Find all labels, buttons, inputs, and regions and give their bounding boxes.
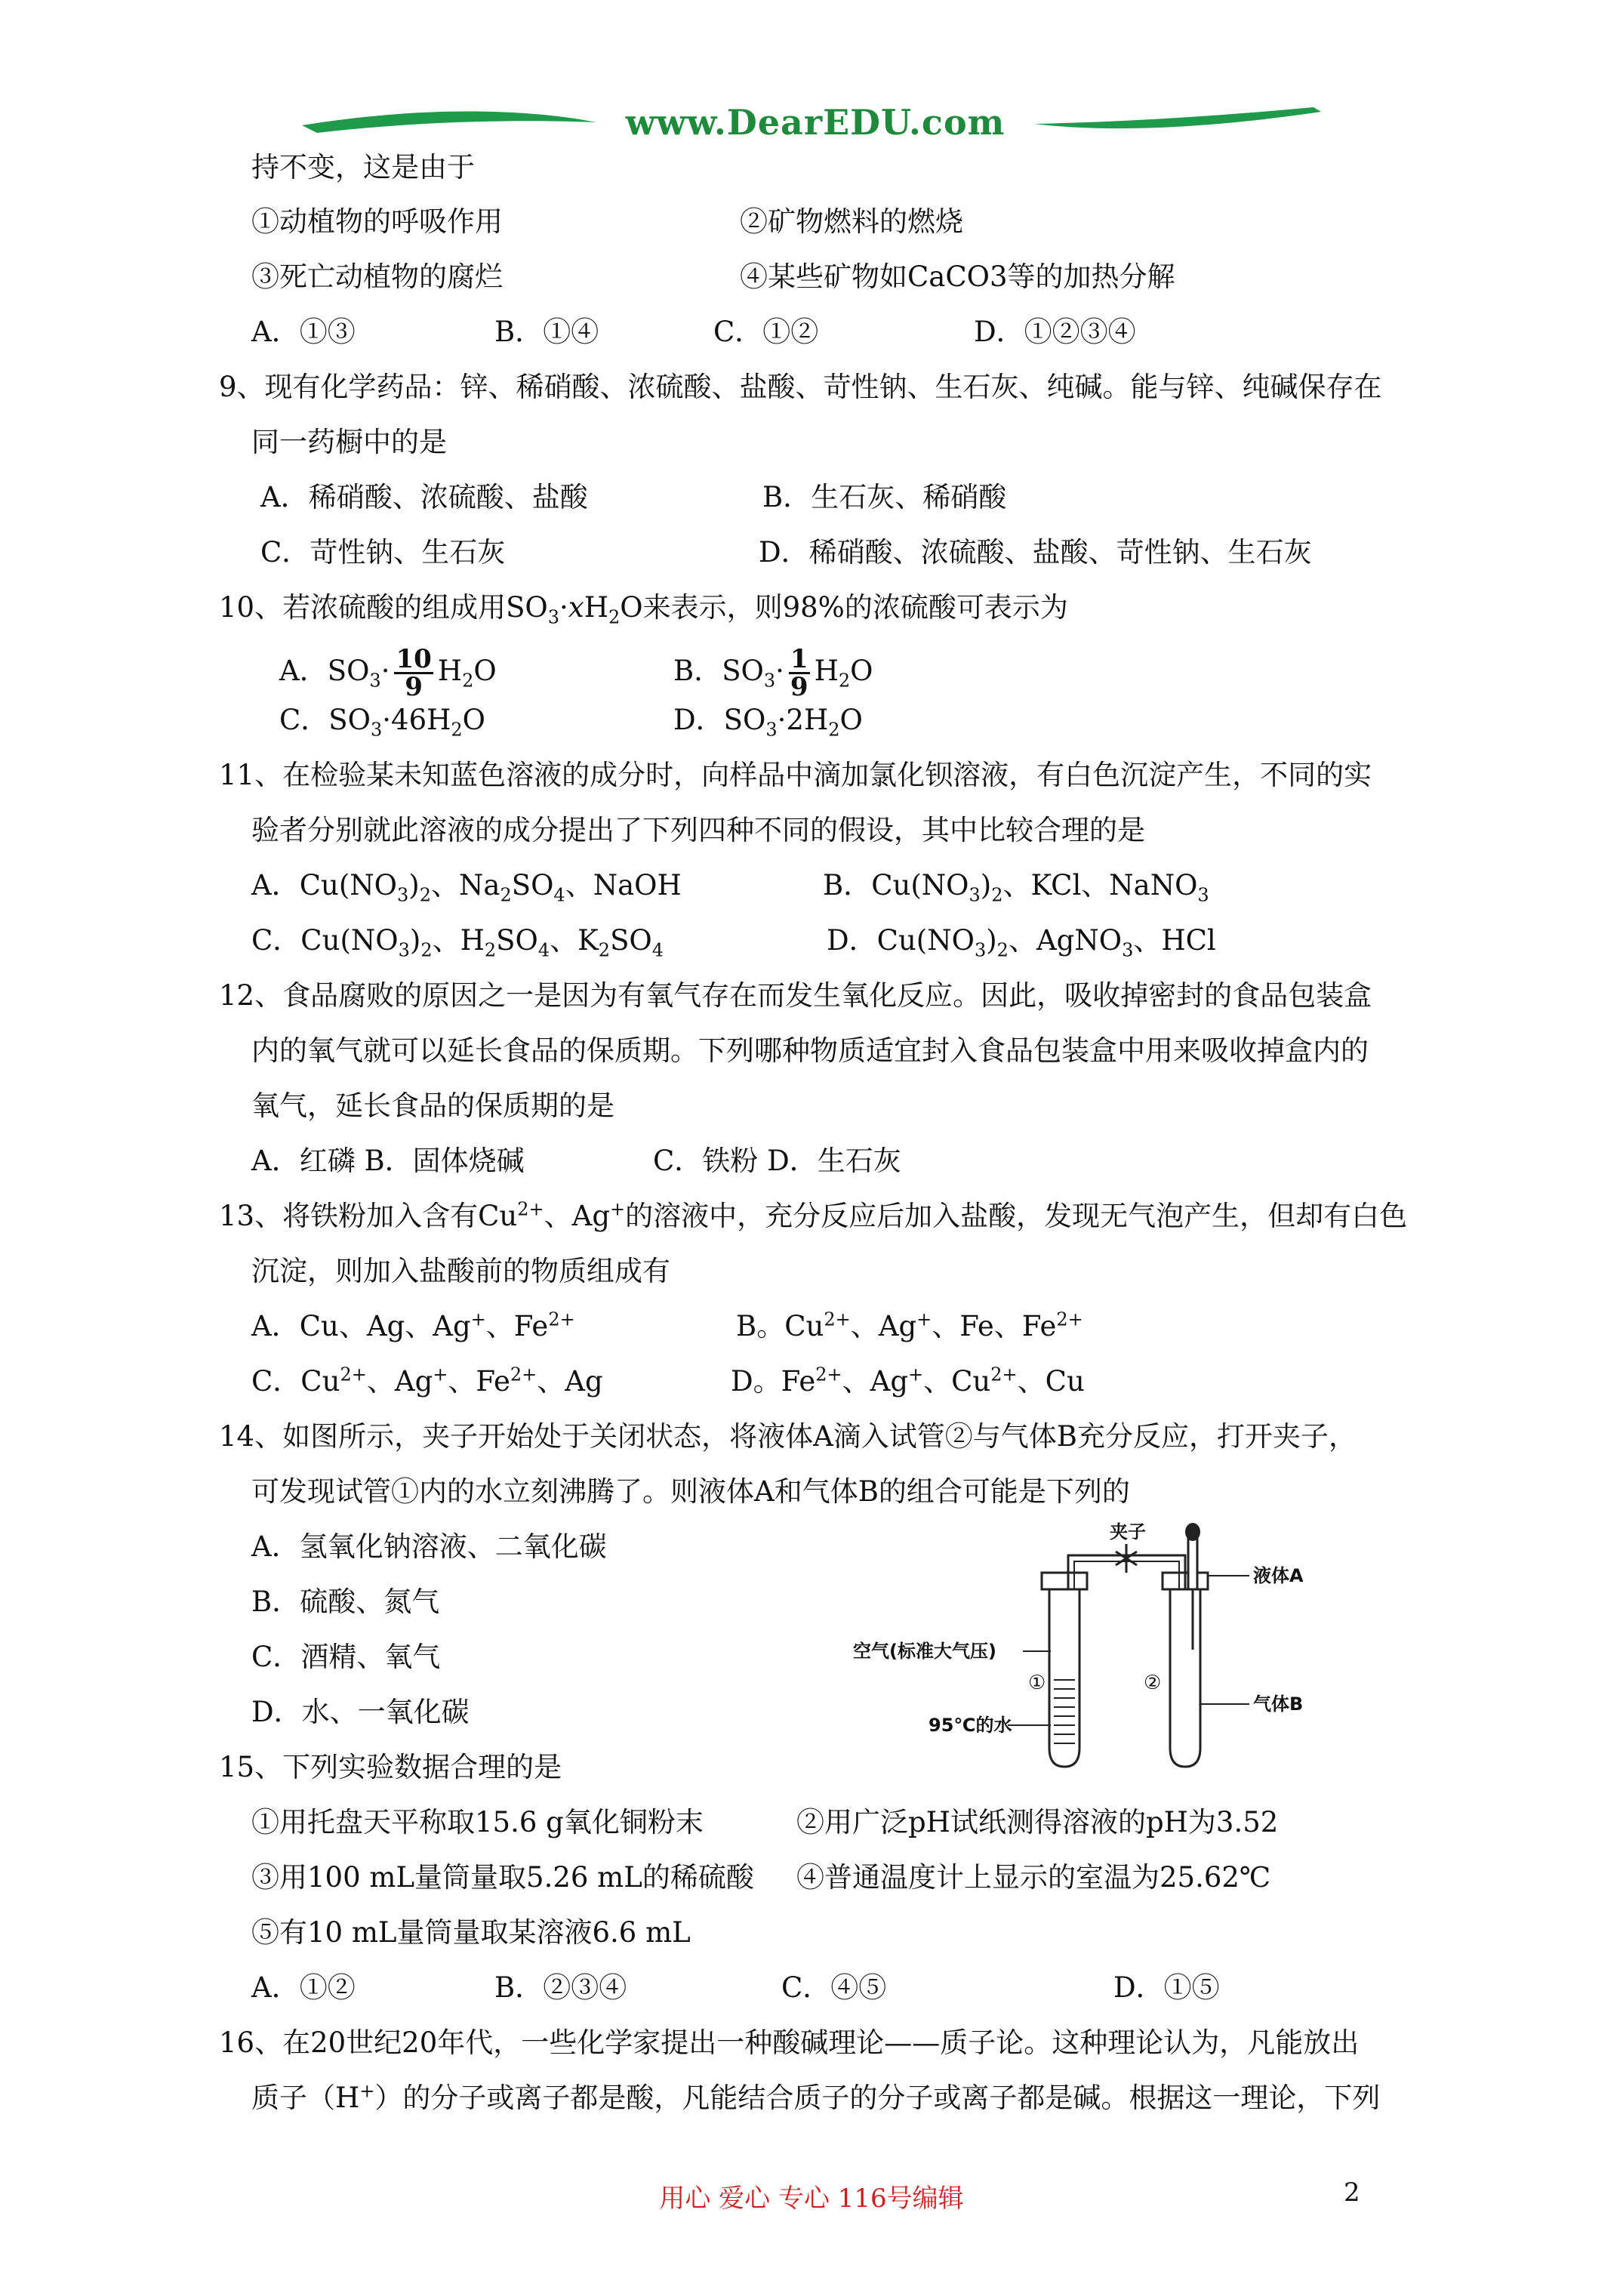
q11-option-b: B．$Cu(NO_3)_2$、KCl、NaNO$_3$ xyxy=(823,869,1209,906)
header-site-name: www.DearEDU.com xyxy=(625,102,1006,143)
q8-option-c: C．①② xyxy=(713,316,819,348)
label-liquid-a: 液体A xyxy=(1253,1565,1304,1586)
q8-option-d: D．①②③④ xyxy=(974,316,1136,348)
q13-option-b: B。$Cu^{2+}$、Ag+、Fe、$Fe^{2+}$ xyxy=(736,1308,1083,1342)
q11-stem-line1: 11、在检验某未知蓝色溶液的成分时，向样品中滴加氯化钡溶液，有白色沉淀产生，不同的实 xyxy=(219,759,1372,791)
q15-option-a: A．①② xyxy=(251,1971,356,2004)
q9-option-a: A．稀硝酸、浓硫酸、盐酸 xyxy=(260,481,588,513)
label-tube-1: ① xyxy=(1028,1672,1046,1694)
q8-item-2: ②矿物燃料的燃烧 xyxy=(740,205,963,238)
q14-option-d: D．水、一氧化碳 xyxy=(251,1696,470,1728)
q16-stem-line2: 质子（H+）的分子或离子都是酸，凡能结合质子的分子或离子都是碱。根据这一理论，下列 xyxy=(251,2080,1381,2114)
q12-stem-line3: 氧气，延长食品的保质期的是 xyxy=(251,1089,614,1122)
q10-option-b: B．$SO_3\cdot$ $\frac{1}{9}$ $H_2O$ xyxy=(673,644,873,702)
clip-icon xyxy=(1116,1544,1137,1573)
label-air: 空气(标准大气压) xyxy=(853,1641,996,1662)
q15-item-4: ④普通温度计上显示的室温为25.62℃ xyxy=(796,1861,1271,1894)
q11-option-d: D．$Cu(NO_3)_2$、AgNO$_3$、HCl xyxy=(827,924,1216,961)
q12-options-ab: A．红磷 B．固体烧碱 xyxy=(251,1145,525,1177)
q8-option-b: B．①④ xyxy=(494,316,599,348)
q8-item-4: ④某些矿物如CaCO3等的加热分解 xyxy=(740,260,1175,293)
q9-stem-line1: 9、现有化学药品：锌、稀硝酸、浓硫酸、盐酸、苛性钠、生石灰、纯碱。能与锌、纯碱保存在 xyxy=(219,371,1382,403)
q14-stem-line2: 可发现试管①内的水立刻沸腾了。则液体A和气体B的组合可能是下列的 xyxy=(251,1475,1130,1508)
q15-item-1: ①用托盘天平称取15.6 g氧化铜粉末 xyxy=(251,1806,704,1838)
test-tube-2 xyxy=(1170,1582,1200,1767)
fraction-10-9: $\frac{10}{9}$ xyxy=(396,644,432,702)
page-number: 2 xyxy=(1344,2177,1360,2208)
q10-option-c: C．$SO_3\cdot 46H_2O$ xyxy=(279,704,486,741)
q10-option-d: D．$SO_3\cdot 2H_2O$ xyxy=(673,704,863,741)
q11-option-a: A．$Cu(NO_3)_2$、$Na_2SO_4$、NaOH xyxy=(251,869,682,906)
q13-option-a: A．Cu、Ag、Ag+、$Fe^{2+}$ xyxy=(251,1308,575,1342)
label-gas-b: 气体B xyxy=(1253,1693,1304,1715)
q8-item-1: ①动植物的呼吸作用 xyxy=(251,205,503,238)
header-swoosh-left xyxy=(302,112,596,134)
footer-credit: 用心 爱心 专心 116号编辑 xyxy=(659,2184,964,2214)
q8-continuation: 持不变，这是由于 xyxy=(251,151,475,183)
stopper-1 xyxy=(1042,1573,1087,1589)
q14-stem-line1: 14、如图所示，夹子开始处于关闭状态，将液体A滴入试管②与气体B充分反应，打开夹子， xyxy=(219,1420,1357,1453)
q12-stem-line2: 内的氧气就可以延长食品的保质期。下列哪种物质适宜封入食品包装盒中用来吸收掉盒内的 xyxy=(251,1034,1369,1067)
q9-option-b: B．生石灰、稀硝酸 xyxy=(762,481,1007,513)
q13-option-d: D。$Fe^{2+}$、Ag+、$Cu^{2+}$、Cu xyxy=(731,1364,1085,1398)
q11-stem-line2: 验者分别就此溶液的成分提出了下列四种不同的假设，其中比较合理的是 xyxy=(251,814,1145,846)
q14-option-c: C．酒精、氧气 xyxy=(251,1641,441,1673)
label-tube-2: ② xyxy=(1144,1672,1162,1694)
q16-stem-line1: 16、在20世纪20年代，一些化学家提出一种酸碱理论——质子论。这种理论认为，凡能放出 xyxy=(219,2026,1360,2059)
q15-item-2: ②用广泛pH试纸测得溶液的pH为3.52 xyxy=(796,1806,1279,1838)
q8-item-3: ③死亡动植物的腐烂 xyxy=(251,260,503,293)
q11-option-c: C．$Cu(NO_3)_2$、$H_2SO_4$、$K_2SO_4$ xyxy=(251,924,664,961)
label-clip: 夹子 xyxy=(1110,1521,1146,1542)
q8-option-a: A．①③ xyxy=(251,316,356,348)
water-level-marks xyxy=(1054,1680,1075,1743)
q9-option-c: C．苛性钠、生石灰 xyxy=(260,536,506,569)
q10-stem: 10、若浓硫酸的组成用$SO_3\cdot xH_2O$来表示，则98%的浓硫酸可表示为 xyxy=(219,591,1068,628)
fraction-1-9: $\frac{1}{9}$ xyxy=(790,644,808,702)
q15-item-5: ⑤有10 mL量筒量取某溶液6.6 mL xyxy=(251,1916,691,1949)
test-tube-1 xyxy=(1049,1582,1079,1767)
q13-option-c: C．$Cu^{2+}$、Ag+、$Fe^{2+}$、Ag xyxy=(251,1364,603,1398)
header-swoosh-right xyxy=(1034,107,1321,128)
dropper-icon xyxy=(1185,1523,1200,1650)
q10-option-a: A．$SO_3\cdot$ $\frac{10}{9}$ $H_2O$ xyxy=(279,644,497,702)
q9-stem-line2: 同一药橱中的是 xyxy=(251,426,447,458)
q9-option-d: D．稀硝酸、浓硫酸、盐酸、苛性钠、生石灰 xyxy=(759,536,1312,569)
q15-option-d: D．①⑤ xyxy=(1113,1971,1220,2004)
q15-option-b: B．②③④ xyxy=(494,1971,627,2004)
q13-stem-line1: 13、将铁粉加入含有$Cu^{2+}$、Ag+的溶液中，充分反应后加入盐酸，发现无气泡产生，但却有白色 xyxy=(219,1198,1408,1232)
q12-stem-line1: 12、食品腐败的原因之一是因为有氧气存在而发生氧化反应。因此，吸收掉密封的食品包装盒 xyxy=(219,979,1372,1012)
q14-apparatus-figure xyxy=(853,1521,1381,1771)
q15-item-3: ③用100 mL量筒量取5.26 mL的稀硫酸 xyxy=(251,1861,754,1894)
q14-option-b: B．硫酸、氮气 xyxy=(251,1586,440,1618)
q12-options-cd: C．铁粉 D．生石灰 xyxy=(653,1145,901,1177)
q14-option-a: A．氢氧化钠溶液、二氧化碳 xyxy=(251,1530,607,1563)
q13-stem-line2: 沉淀，则加入盐酸前的物质组成有 xyxy=(251,1255,670,1287)
label-water: 95℃的水 xyxy=(929,1715,1012,1736)
q15-option-c: C．④⑤ xyxy=(781,1971,887,2004)
q15-stem: 15、下列实验数据合理的是 xyxy=(219,1751,562,1783)
